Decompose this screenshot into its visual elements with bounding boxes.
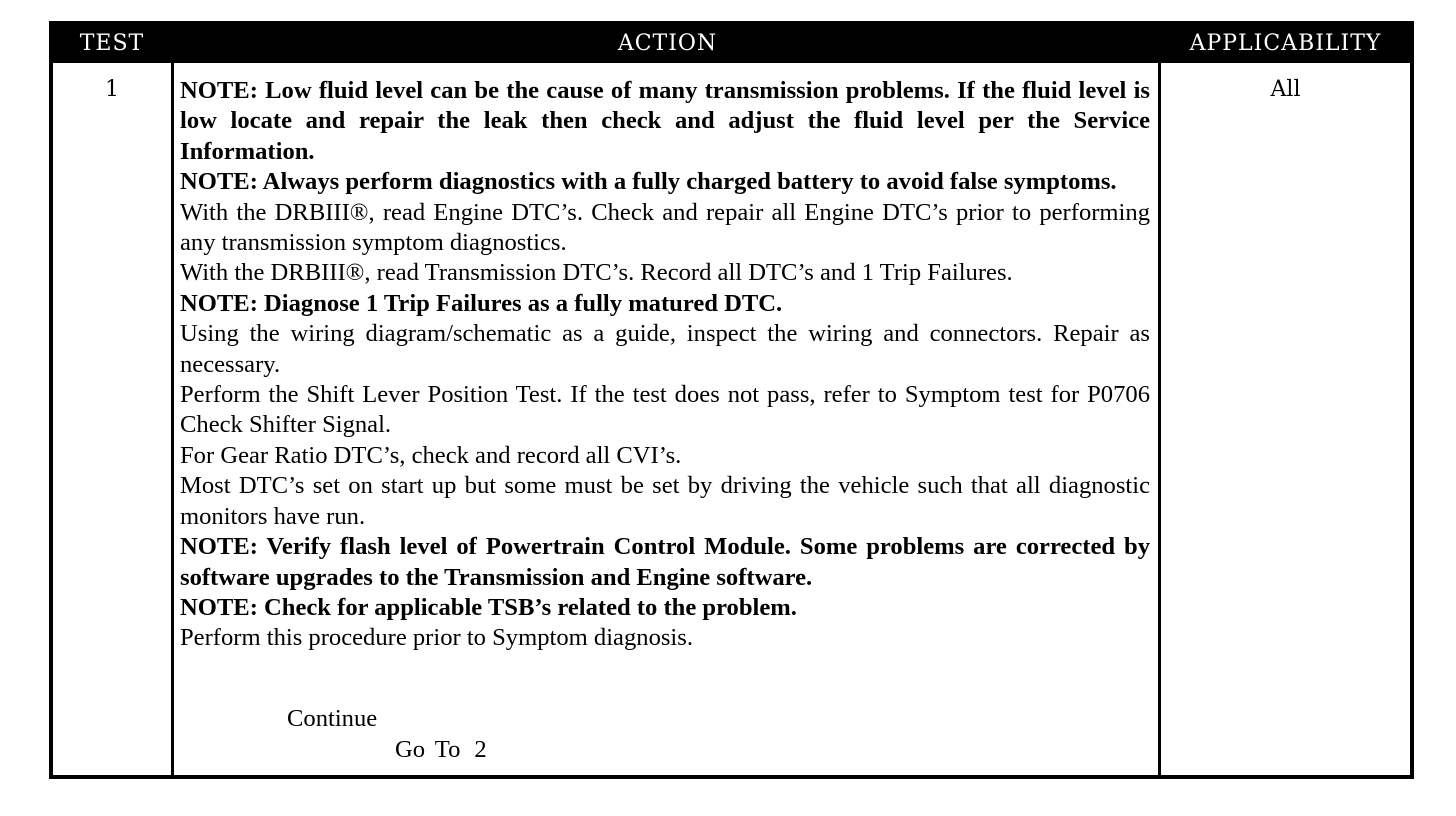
action-note: NOTE: Always perform diagnostics with a fully charged battery to avoid false symptoms.	[180, 168, 1117, 196]
applicability-value: All	[1270, 77, 1301, 102]
continue-label: Continue	[287, 705, 378, 732]
test-number: 1	[105, 77, 119, 102]
action-note: NOTE: Verify flash level of Powertrain Control Module. Some problems are corrected by software upgrades to the Transmission and Engine software.	[180, 533, 1150, 591]
column-divider	[1158, 63, 1161, 775]
header-test: TEST	[79, 31, 145, 56]
action-step: With the DRBIII®, read Transmission DTC’s. Record all DTC’s and 1 Trip Failures.	[180, 259, 1013, 287]
goto-target: 2	[474, 736, 487, 763]
goto-link[interactable]	[395, 736, 487, 764]
action-cell	[180, 76, 1150, 654]
action-step: Most DTC’s set on start up but some must be set by driving the vehicle such that all diagnostic monitors have run.	[180, 472, 1150, 530]
header-action: ACTION	[617, 31, 718, 56]
diagnostic-table	[49, 21, 1414, 779]
header-applicability: APPLICABILITY	[1189, 31, 1382, 56]
action-step: Using the wiring diagram/schematic as a guide, inspect the wiring and connectors. Repair as necessary.	[180, 320, 1150, 378]
column-divider	[171, 63, 174, 775]
action-step: Perform the Shift Lever Position Test. If the test does not pass, refer to Symptom test for P0706 Check Shifter Signal.	[180, 381, 1150, 439]
action-step: Perform this procedure prior to Symptom diagnosis.	[180, 624, 693, 652]
action-note: NOTE: Diagnose 1 Trip Failures as a fully matured DTC.	[180, 289, 783, 317]
action-step: With the DRBIII®, read Engine DTC’s. Check and repair all Engine DTC’s prior to performing any transmission symptom diagnostics.	[180, 198, 1150, 257]
table-header	[53, 25, 1410, 63]
action-step: For Gear Ratio DTC’s, check and record all CVI’s.	[180, 441, 682, 469]
action-note: NOTE: Low fluid level can be the cause of many transmission problems. If the fluid level is low locate and repair the leak then check and adjust the fluid level per the Service Information.	[180, 77, 1150, 165]
action-note: NOTE: Check for applicable TSB’s related to the problem.	[180, 593, 797, 621]
goto-label: Go To	[395, 736, 461, 763]
